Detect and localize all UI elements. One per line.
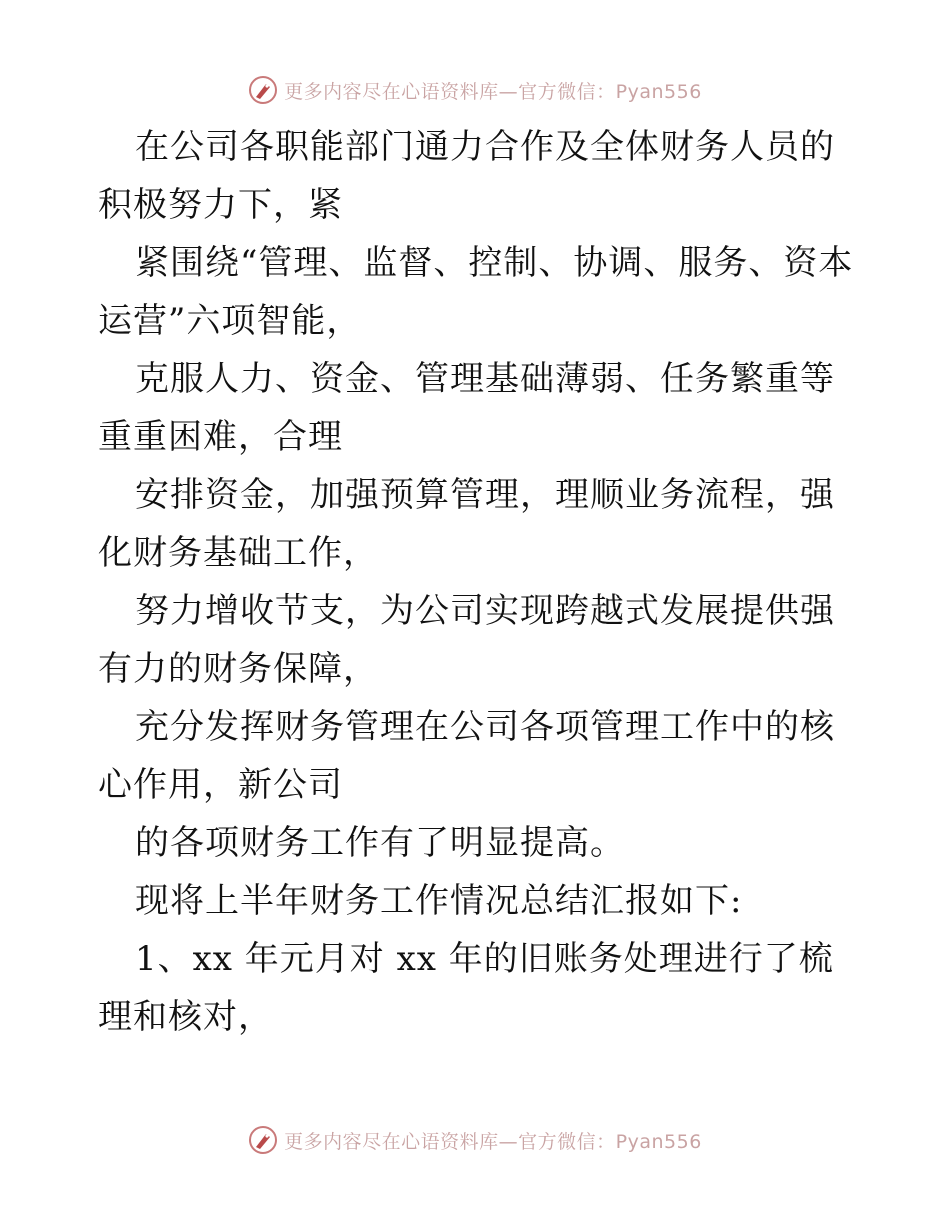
paragraph-6: 充分发挥财务管理在公司各项管理工作中的核心作用，新公司 [98,707,835,805]
pen-nib-logo-icon [248,75,278,105]
paragraph-7: 的各项财务工作有了明显提高。 [135,823,625,863]
header-banner-text: 更多内容尽在心语资料库—官方微信：Pyan556 [284,80,702,103]
paragraph-4: 安排资金，加强预算管理，理顺业务流程，强化财务基础工作， [98,475,835,573]
footer-banner-text: 更多内容尽在心语资料库—官方微信：Pyan556 [284,1130,702,1153]
header-banner [0,70,950,110]
paragraph-9: 1、xx 年元月对 xx 年的旧账务处理进行了梳理和核对， [98,939,834,1037]
footer-banner [0,1120,950,1160]
paragraph-3: 克服人力、资金、管理基础薄弱、任务繁重等重重困难，合理 [98,359,835,457]
paragraph-2: 紧围绕“管理、监督、控制、协调、服务、资本运营”六项智能， [98,243,854,341]
paragraph-5: 努力增收节支，为公司实现跨越式发展提供强有力的财务保障， [98,591,835,689]
paragraph-1: 在公司各职能部门通力合作及全体财务人员的积极努力下，紧 [98,127,835,225]
document-body [98,118,854,1046]
paragraph-8: 现将上半年财务工作情况总结汇报如下: [135,881,743,921]
pen-nib-logo-icon [248,1125,278,1155]
